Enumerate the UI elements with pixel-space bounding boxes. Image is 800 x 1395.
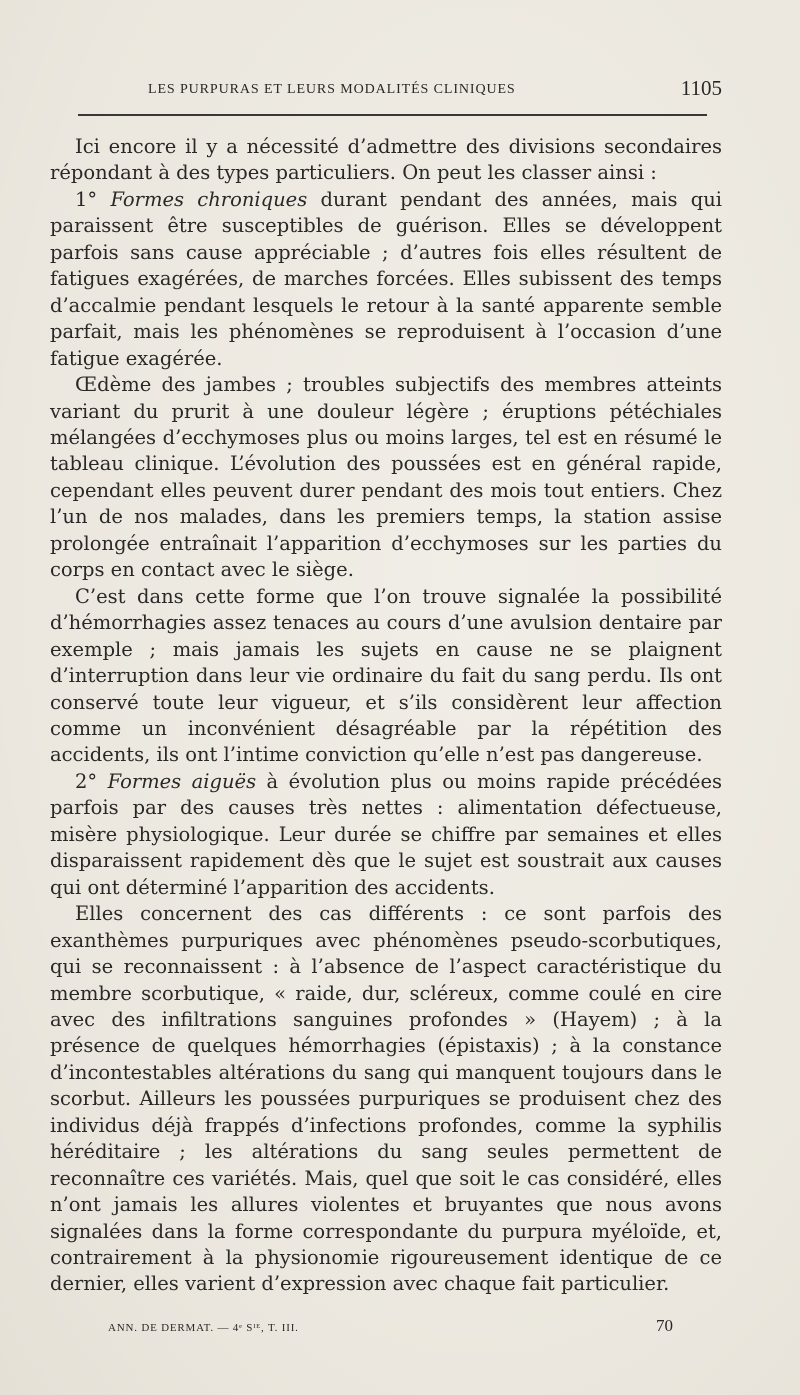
paragraph	[50, 584, 722, 769]
page-number: 1105	[680, 76, 722, 100]
paragraph	[50, 187, 722, 372]
list-number: 1°	[75, 187, 111, 211]
paragraph	[50, 372, 722, 584]
section-heading: Formes aiguës	[107, 769, 257, 793]
body-text	[50, 134, 722, 1298]
paragraph-text: Ici encore il y a nécessité d’admettre des divisions secondaires répondant à des types particuliers. On peut les classer ainsi :	[50, 135, 722, 185]
paragraph-text: à évolution plus ou moins rapide précédées parfois par des causes très nettes : alimentation défectueuse, misère physiologique. Leur durée se chiffre par semaines et elles disparaissent rapidement dès que le sujet est soustrait aux causes qui ont déterminé l’apparition des accidents.	[50, 769, 722, 899]
running-head: LES PURPURAS ET LEURS MODALITÉS CLINIQUES	[148, 82, 516, 97]
page-footer	[108, 1316, 673, 1340]
paragraph-text: C’est dans cette forme que l’on trouve signalée la possibilité d’hémorrhagies assez tenaces au cours d’une avulsion dentaire par exemple ; mais jamais les sujets en cause ne se plaignent d’interruption dans leur vie ordinaire du fait du sang perdu. Ils ont conservé toute leur vigueur, et s’ils considèrent leur affection comme un inconvénient désagréable par la répétition des accidents, ils ont l’intime conviction qu’elle n’est pas dangereuse.	[50, 584, 722, 767]
paragraph	[50, 134, 722, 187]
list-number: 2°	[75, 769, 108, 793]
paragraph-text: Elles concernent des cas différents : ce sont parfois des exanthèmes purpuriques avec phénomènes pseudo-scorbutiques, qui se reconnaissent : à l’absence de l’aspect caractéristique du membre scorbutique, « raide, dur, scléreux, comme coulé en cire avec des infiltrations sanguines profondes » (Hayem) ; à la présence de quelques hémorrhagies (épistaxis) ; à la constance d’incontestables altérations du sang qui manquent toujours dans le scorbut. Ailleurs les poussées purpuriques se produisent chez des individus déjà frappés d’infections profondes, comme la syphilis héréditaire ; les altérations du sang seules permettent de reconnaître ces variétés. Mais, quel que soit le cas considéré, elles n’ont jamais les allures violentes et bruyantes que nous avons signalées dans la forme correspondante du purpura myéloïde, et, contrairement à la physionomie rigoureusement identique de ce dernier, elles varient d’expression avec chaque fait particulier.	[50, 902, 722, 1296]
journal-signature: ANN. DE DERMAT. — 4ᵉ Sᴵᴱ, T. III.	[108, 1322, 299, 1334]
paragraph-text: Œdème des jambes ; troubles subjectifs des membres atteints variant du prurit à une douleur légère ; éruptions pétéchiales mélangées d’ecchymoses plus ou moins larges, tel est en résumé le tableau clinique. L’évolution des poussées est en général rapide, cependant elles peuvent durer pendant des mois tout entiers. Chez l’un de nos malades, dans les premiers temps, la station assise prolongée entraînait l’apparition d’ecchymoses sur les parties du corps en contact avec le siège.	[50, 373, 722, 582]
section-heading: Formes chroniques	[110, 187, 308, 211]
paragraph-text: durant pendant des années, mais qui paraissent être susceptibles de guérison. Elles se développent parfois sans cause appréciable ; d’autres fois elles résultent de fatigues exagérées, de marches forcées. Elles subissent des temps d’accalmie pendant lesquels le retour à la santé apparente semble parfait, mais les phénomènes se reproduisent à l’occasion d’une fatigue exagérée.	[50, 187, 723, 370]
paragraph	[50, 769, 722, 901]
page-header	[50, 74, 722, 106]
paragraph	[50, 901, 722, 1298]
header-rule	[78, 114, 707, 116]
sheet-number: 70	[656, 1316, 673, 1335]
